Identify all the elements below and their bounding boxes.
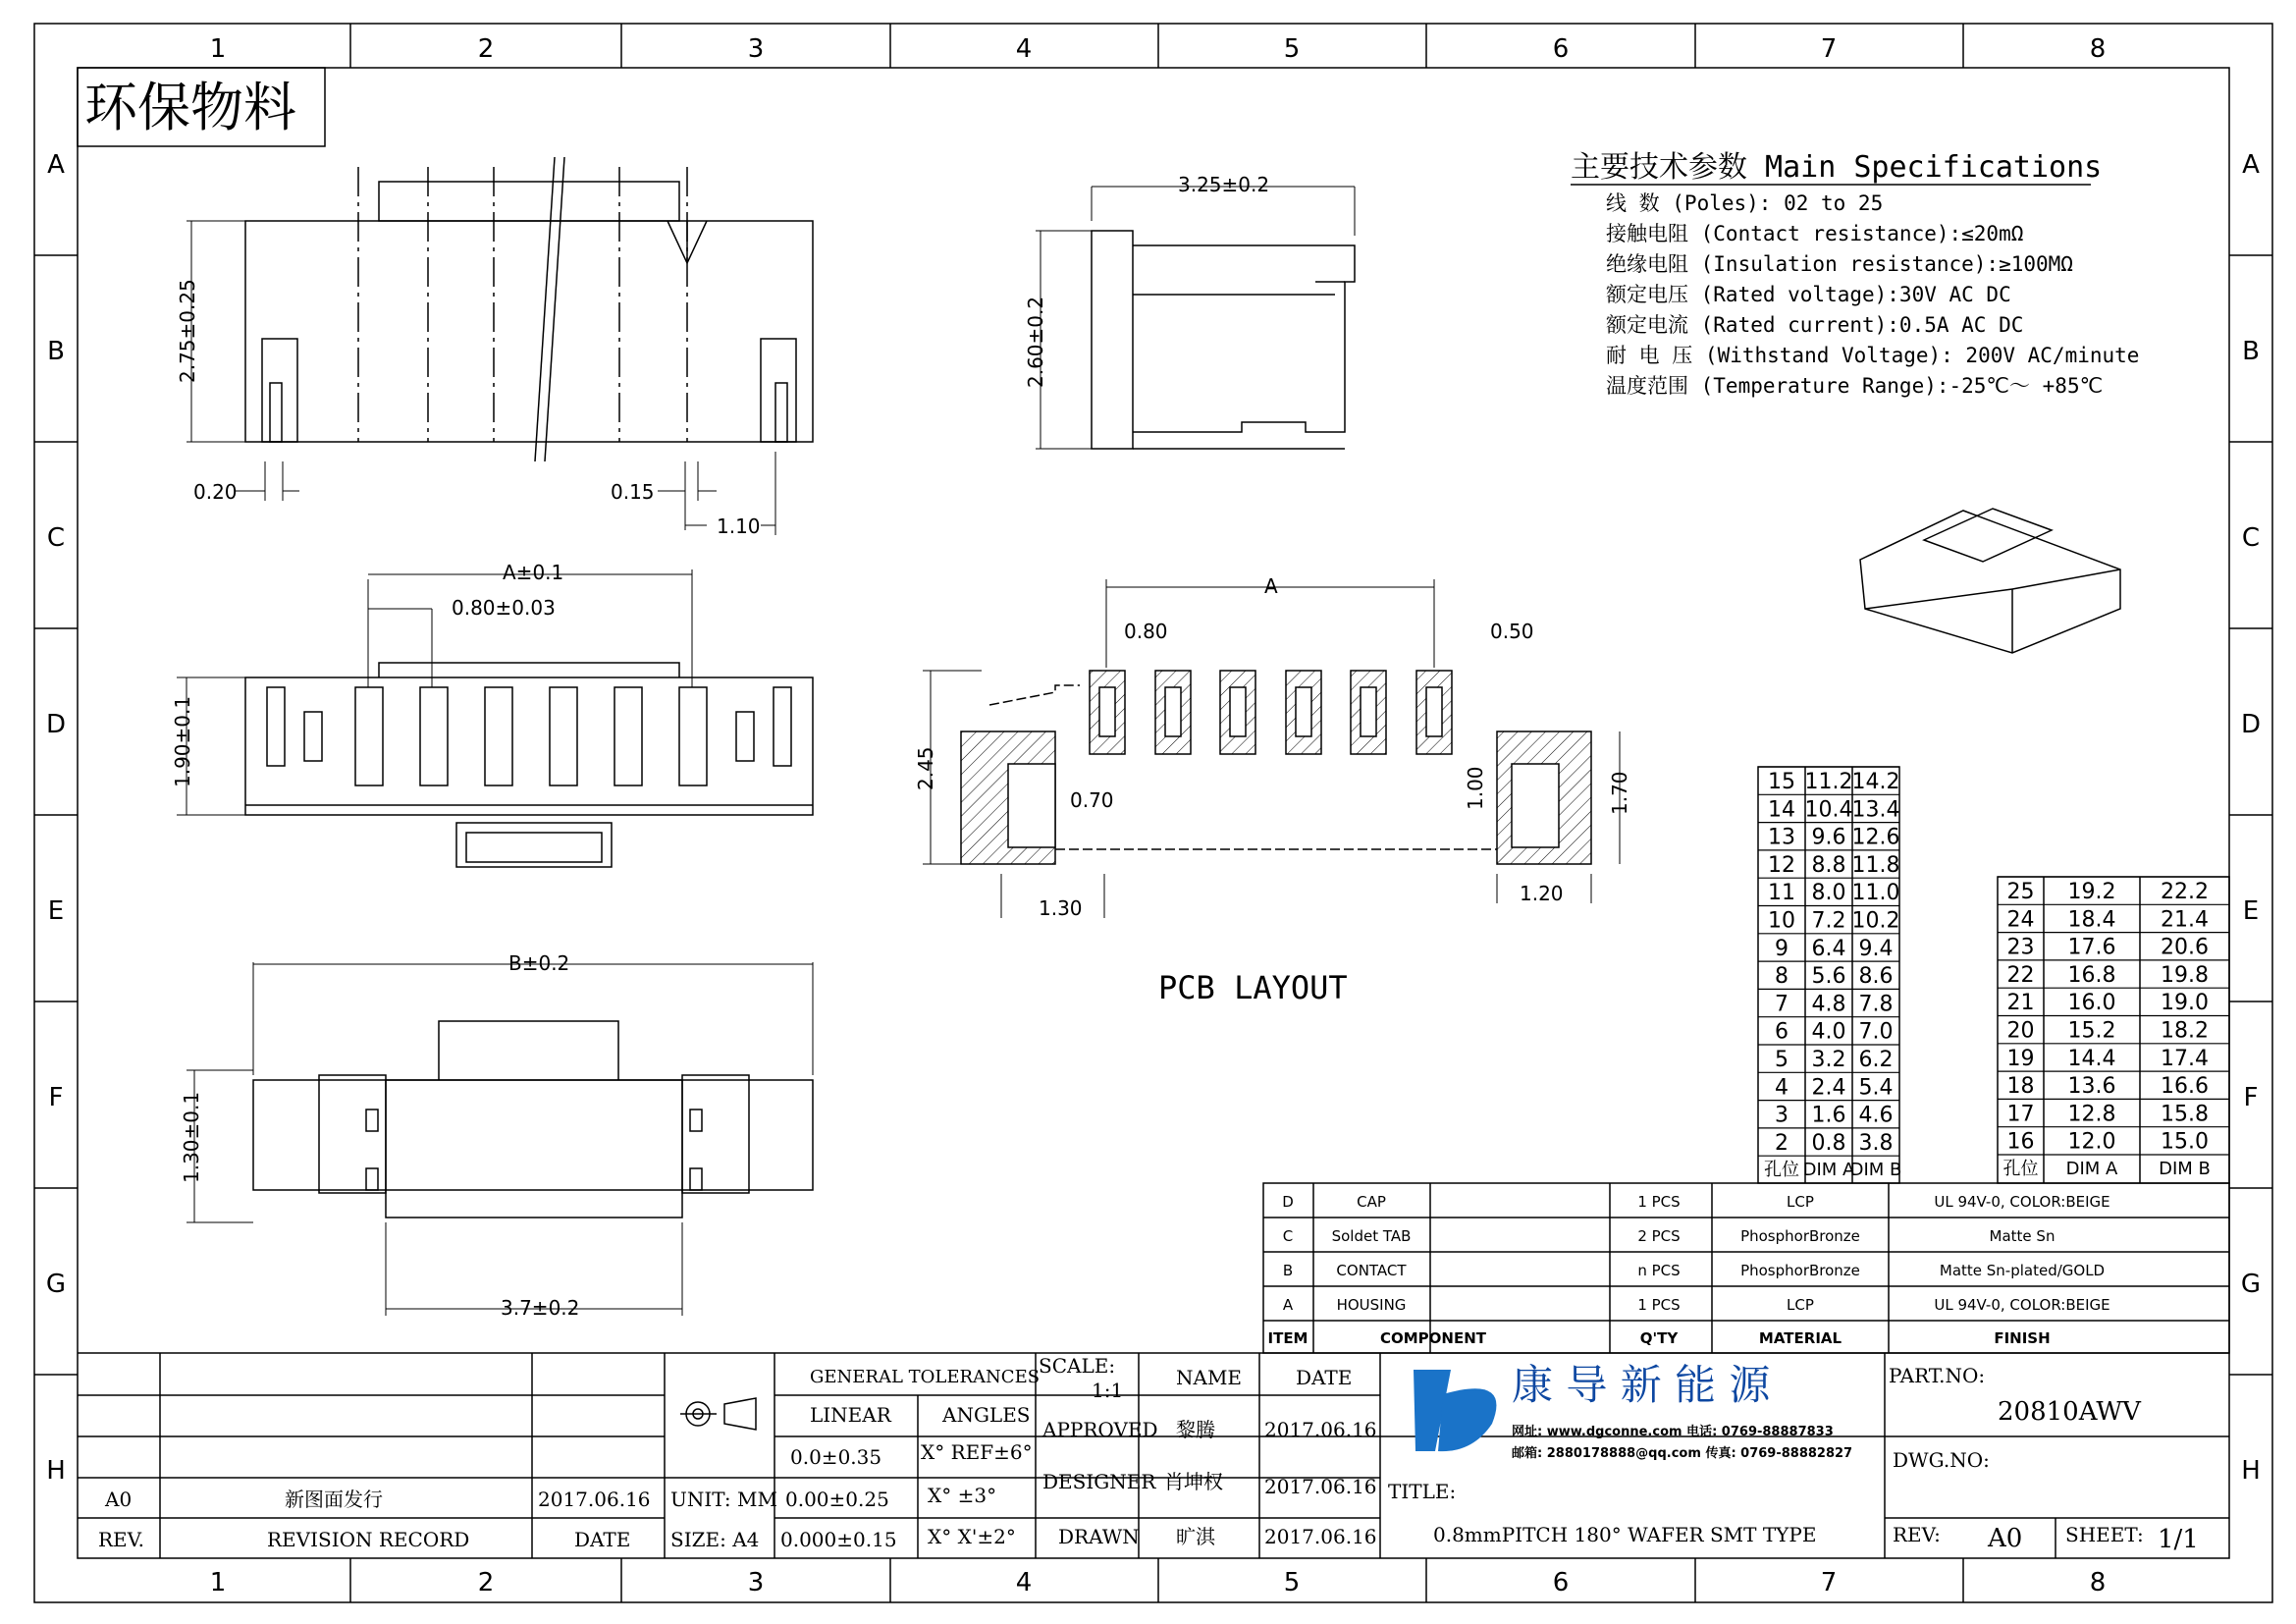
sheet-value: 1/1 — [2158, 1525, 2199, 1554]
dim-label: 0.80±0.03 — [452, 596, 556, 620]
dim-label: 1.90±0.1 — [171, 695, 194, 787]
dim-label: 3.7±0.2 — [501, 1296, 580, 1320]
table-head: DIM B — [1849, 1160, 1902, 1181]
svg-text:5: 5 — [1283, 34, 1301, 64]
company-contact: 网址: www.dgconne.com 电话: 0769-88887833 — [1512, 1425, 1834, 1439]
title-label: TITLE: — [1388, 1480, 1457, 1503]
svg-text:2: 2 — [477, 1568, 495, 1597]
table-cell: 15 — [1768, 770, 1795, 794]
svg-text:H: H — [2241, 1456, 2261, 1486]
svg-text:CONTACT: CONTACT — [1336, 1262, 1407, 1279]
svg-text:Soldet TAB: Soldet TAB — [1331, 1227, 1412, 1245]
svg-text:1 PCS: 1 PCS — [1637, 1193, 1681, 1211]
name-header: NAME — [1176, 1366, 1243, 1389]
table-cell: 7.2 — [1811, 908, 1846, 934]
table-cell: 19.0 — [2161, 991, 2209, 1016]
tol: 0.00±0.25 — [785, 1488, 889, 1511]
table-cell: 9.6 — [1811, 825, 1846, 850]
table-cell: 6.2 — [1858, 1048, 1894, 1072]
table-cell: 8.8 — [1811, 852, 1846, 878]
svg-text:Matte Sn: Matte Sn — [1989, 1227, 2056, 1245]
specifications — [1571, 150, 2139, 398]
table-cell: 5.4 — [1858, 1075, 1894, 1101]
svg-text:PhosphorBronze: PhosphorBronze — [1740, 1227, 1860, 1245]
table-cell: 20 — [2006, 1018, 2035, 1044]
svg-text:A: A — [1282, 1296, 1294, 1314]
table-cell: 7.8 — [1858, 992, 1894, 1017]
table-cell: 3.2 — [1811, 1048, 1846, 1072]
dim-label: 1.30 — [1039, 896, 1083, 920]
table-cell: 6.4 — [1811, 936, 1846, 961]
table-cell: 1.6 — [1811, 1103, 1846, 1128]
table-cell: 11.2 — [1804, 770, 1853, 794]
table-cell: 14.2 — [1851, 770, 1900, 794]
svg-text:n PCS: n PCS — [1637, 1262, 1681, 1279]
projection-symbol-icon — [680, 1398, 756, 1430]
top-view — [187, 157, 813, 535]
dim-label: 0.70 — [1070, 788, 1114, 812]
table-cell: 16 — [2006, 1129, 2035, 1155]
table-head: DIM A — [1802, 1160, 1855, 1181]
company-contact: 邮箱: 2880178888@qq.com 传真: 0769-88882827 — [1512, 1446, 1853, 1461]
table-cell: 2 — [1775, 1130, 1789, 1156]
table-cell: 22.2 — [2161, 880, 2209, 904]
side-view — [1036, 187, 1355, 449]
table-cell: 4.0 — [1811, 1019, 1846, 1045]
svg-text:ITEM: ITEM — [1267, 1329, 1308, 1347]
table-cell: 8 — [1775, 964, 1789, 990]
bottom-view — [187, 962, 813, 1316]
svg-text:UL 94V-0, COLOR:BEIGE: UL 94V-0, COLOR:BEIGE — [1934, 1193, 2110, 1211]
table-cell: 11.0 — [1851, 881, 1900, 906]
dim-label: 1.10 — [717, 514, 761, 538]
table-cell: 12.6 — [1851, 825, 1900, 850]
svg-text:D: D — [45, 710, 67, 739]
rev-head: DATE — [574, 1528, 631, 1551]
dim-label: A — [1264, 574, 1278, 598]
svg-text:3: 3 — [747, 1568, 765, 1597]
table-cell: 21.4 — [2161, 907, 2209, 933]
svg-text:6: 6 — [1552, 1568, 1570, 1597]
svg-text:A: A — [47, 150, 65, 180]
table-cell: 14 — [1768, 797, 1795, 823]
table-cell: 12.0 — [2067, 1129, 2116, 1155]
table-cell: 17.4 — [2161, 1046, 2209, 1071]
svg-text:MATERIAL: MATERIAL — [1758, 1329, 1842, 1347]
angles-label: ANGLES — [942, 1403, 1031, 1427]
spec-line: 额定电压 (Rated voltage):30V AC DC — [1606, 283, 2011, 306]
bom-row — [1282, 1193, 2109, 1211]
table-cell: 12.8 — [2067, 1102, 2116, 1127]
table-cell: 18.2 — [2161, 1018, 2209, 1044]
table-cell: 10.4 — [1804, 797, 1853, 823]
svg-text:F: F — [2243, 1083, 2259, 1112]
dim-label: 2.60±0.2 — [1024, 296, 1047, 388]
table-cell: 15.8 — [2161, 1102, 2209, 1127]
svg-text:A: A — [2242, 150, 2260, 180]
svg-text:8: 8 — [2089, 1568, 2107, 1597]
spec-line: 接触电阻 (Contact resistance):≤20mΩ — [1606, 222, 2024, 245]
table-cell: 19 — [2006, 1046, 2035, 1071]
svg-text:D: D — [1282, 1193, 1294, 1211]
table-cell: 9.4 — [1858, 936, 1894, 961]
table-head: DIM B — [2159, 1159, 2211, 1179]
table-cell: 13.6 — [2067, 1074, 2116, 1100]
dim-label: 1.00 — [1464, 766, 1487, 810]
scale-label: SCALE: — [1039, 1354, 1116, 1378]
table-cell: 19.8 — [2161, 962, 2209, 988]
date: 2017.06.16 — [1264, 1475, 1377, 1498]
rev-cell: 2017.06.16 — [538, 1488, 651, 1511]
rev-label: REV: — [1893, 1523, 1941, 1546]
tol: X° X'±2° — [928, 1525, 1016, 1548]
svg-text:FINISH: FINISH — [1994, 1329, 2051, 1347]
svg-text:Q'TY: Q'TY — [1639, 1329, 1679, 1347]
dim-label: 0.50 — [1490, 620, 1534, 643]
table-cell: 22 — [2006, 962, 2035, 988]
svg-text:1: 1 — [209, 34, 227, 64]
stamp-text: 环保物料 — [84, 77, 296, 138]
date: 2017.06.16 — [1264, 1418, 1377, 1441]
drawing-title: 0.8mmPITCH 180° WAFER SMT TYPE — [1433, 1523, 1817, 1546]
dim-tables — [1758, 767, 2229, 1180]
table-cell: 5 — [1775, 1048, 1789, 1072]
tol: 0.000±0.15 — [780, 1528, 897, 1551]
role: DESIGNER — [1042, 1470, 1156, 1493]
part-number: 20810AWV — [1998, 1397, 2141, 1427]
table-cell: 11 — [1768, 881, 1795, 906]
svg-text:6: 6 — [1552, 34, 1570, 64]
table-cell: 18 — [2006, 1074, 2035, 1100]
bom-table — [1268, 1193, 2110, 1347]
table-cell: 11.8 — [1851, 852, 1900, 878]
svg-text:H: H — [46, 1456, 66, 1486]
table-cell: 0.8 — [1811, 1130, 1846, 1156]
table-cell: 3 — [1775, 1103, 1789, 1128]
company-logo-icon — [1414, 1370, 1496, 1451]
svg-text:CAP: CAP — [1357, 1193, 1386, 1211]
dim-label: 0.15 — [611, 480, 655, 504]
table-cell: 20.6 — [2161, 935, 2209, 960]
table-cell: 15.0 — [2161, 1129, 2209, 1155]
svg-text:C: C — [2241, 523, 2261, 553]
table-cell: 14.4 — [2067, 1046, 2116, 1071]
part-label: PART.NO: — [1889, 1364, 1986, 1387]
table-cell: 4 — [1775, 1075, 1789, 1101]
company-name: 康 导 新 能 源 — [1512, 1361, 1771, 1409]
svg-text:B: B — [1282, 1262, 1294, 1279]
dim-label: A±0.1 — [503, 561, 564, 584]
title-block — [98, 1354, 2199, 1554]
table-cell: 17.6 — [2067, 935, 2116, 960]
spec-line: 线 数 (Poles): 02 to 25 — [1606, 191, 1884, 215]
svg-text:1: 1 — [209, 1568, 227, 1597]
bom-row — [1283, 1296, 2110, 1314]
spec-line: 耐 电 压 (Withstand Voltage): 200V AC/minute — [1606, 344, 2140, 367]
table-cell: 7.0 — [1858, 1019, 1894, 1045]
svg-text:PhosphorBronze: PhosphorBronze — [1740, 1262, 1860, 1279]
svg-text:C: C — [46, 523, 66, 553]
table-cell: 13 — [1768, 825, 1795, 850]
table-cell: 10 — [1768, 908, 1795, 934]
table-cell: 17 — [2006, 1102, 2035, 1127]
spec-line: 温度范围 (Temperature Range):-25℃～ +85℃ — [1606, 374, 2104, 398]
svg-text:3: 3 — [747, 34, 765, 64]
table-cell: 4.8 — [1811, 992, 1846, 1017]
table-cell: 2.4 — [1811, 1075, 1846, 1101]
role: APPROVED — [1042, 1418, 1158, 1441]
svg-text:UL 94V-0, COLOR:BEIGE: UL 94V-0, COLOR:BEIGE — [1934, 1296, 2110, 1314]
person: 旷淇 — [1176, 1525, 1215, 1548]
svg-text:HOUSING: HOUSING — [1336, 1296, 1407, 1314]
svg-text:7: 7 — [1820, 34, 1838, 64]
person: 黎腾 — [1176, 1418, 1215, 1441]
svg-text:LCP: LCP — [1787, 1296, 1814, 1314]
table-cell: 7 — [1775, 992, 1789, 1017]
svg-text:5: 5 — [1283, 1568, 1301, 1597]
table-cell: 24 — [2006, 907, 2035, 933]
unit: UNIT: MM — [670, 1488, 777, 1511]
table-cell: 15.2 — [2067, 1018, 2116, 1044]
table-cell: 8.0 — [1811, 881, 1846, 906]
table-cell: 16.6 — [2161, 1074, 2209, 1100]
svg-text:4: 4 — [1015, 1568, 1033, 1597]
svg-text:E: E — [47, 896, 65, 926]
date: 2017.06.16 — [1264, 1525, 1377, 1548]
table-cell: 6 — [1775, 1019, 1789, 1045]
rev-value: A0 — [1988, 1524, 2023, 1553]
table-cell: 3.8 — [1858, 1130, 1894, 1156]
bom-row — [1283, 1262, 2105, 1279]
bom-header — [1268, 1329, 2051, 1347]
date-header: DATE — [1296, 1366, 1353, 1389]
spec-line: 绝缘电阻 (Insulation resistance):≥100MΩ — [1606, 252, 2073, 276]
rev-cell: A0 — [105, 1488, 133, 1511]
table-cell: 23 — [2006, 935, 2035, 960]
svg-text:C: C — [1282, 1227, 1294, 1245]
scale-value: 1:1 — [1092, 1379, 1124, 1402]
svg-text:COMPONENT: COMPONENT — [1379, 1329, 1487, 1347]
table-cell: 16.0 — [2067, 991, 2116, 1016]
table-cell: 10.2 — [1851, 908, 1900, 934]
svg-text:Matte Sn-plated/GOLD: Matte Sn-plated/GOLD — [1939, 1262, 2106, 1279]
table-cell: 16.8 — [2067, 962, 2116, 988]
svg-text:D: D — [2240, 710, 2262, 739]
table-cell: 12 — [1768, 852, 1795, 878]
tol: 0.0±0.35 — [790, 1445, 882, 1469]
svg-text:8: 8 — [2089, 34, 2107, 64]
spec-title: 主要技术参数 Main Specifications — [1571, 150, 2103, 185]
iso-view — [1860, 509, 2120, 653]
svg-text:2: 2 — [477, 34, 495, 64]
dwg-label: DWG.NO: — [1893, 1448, 1990, 1472]
dim-label: 1.20 — [1520, 882, 1564, 905]
table-cell: 18.4 — [2067, 907, 2116, 933]
svg-text:LCP: LCP — [1787, 1193, 1814, 1211]
table-cell: 4.6 — [1858, 1103, 1894, 1128]
dim-label: 1.70 — [1608, 771, 1631, 815]
svg-text:B: B — [2242, 337, 2260, 366]
rev-cell: 新图面发行 — [285, 1488, 383, 1511]
dim-label: 2.75±0.25 — [176, 279, 199, 383]
table-head: 孔位 — [2002, 1159, 2039, 1179]
rev-head: REV. — [98, 1528, 144, 1551]
size: SIZE: A4 — [670, 1528, 760, 1551]
svg-text:7: 7 — [1820, 1568, 1838, 1597]
linear-label: LINEAR — [810, 1403, 891, 1427]
svg-text:1 PCS: 1 PCS — [1637, 1296, 1681, 1314]
svg-text:E: E — [2242, 896, 2260, 926]
svg-text:B: B — [47, 337, 65, 366]
dim-label: 3.25±0.2 — [1178, 173, 1270, 196]
svg-text:G: G — [45, 1270, 67, 1299]
pcb-layout-title: PCB LAYOUT — [1158, 969, 1348, 1006]
dim-label: 2.45 — [914, 746, 937, 790]
general-tolerances: GENERAL TOLERANCES — [810, 1367, 1041, 1387]
svg-text:4: 4 — [1015, 34, 1033, 64]
person: 肖坤权 — [1164, 1470, 1223, 1493]
table-cell: 25 — [2006, 880, 2035, 904]
svg-text:G: G — [2240, 1270, 2262, 1299]
dim-label: 0.80 — [1124, 620, 1168, 643]
rev-head: REVISION RECORD — [267, 1528, 470, 1551]
svg-text:2 PCS: 2 PCS — [1637, 1227, 1681, 1245]
tol: X° REF±6° — [921, 1440, 1033, 1464]
table-head: DIM A — [2065, 1159, 2118, 1179]
table-cell: 13.4 — [1851, 797, 1900, 823]
spec-line: 额定电流 (Rated current):0.5A AC DC — [1606, 313, 2024, 337]
dim-label: 0.20 — [193, 480, 238, 504]
dimension-labels — [171, 173, 1631, 1320]
table-cell: 21 — [2006, 991, 2035, 1016]
table-cell: 8.6 — [1858, 964, 1894, 990]
table-cell: 5.6 — [1811, 964, 1846, 990]
sheet-label: SHEET: — [2065, 1523, 2144, 1546]
tol: X° ±3° — [928, 1484, 997, 1507]
table-head: 孔位 — [1764, 1160, 1799, 1181]
bom-row — [1283, 1227, 2056, 1245]
table-cell: 19.2 — [2067, 880, 2116, 904]
dim-label: 1.30±0.1 — [180, 1091, 203, 1183]
svg-text:F: F — [48, 1083, 64, 1112]
role: DRAWN — [1058, 1525, 1140, 1548]
table-cell: 9 — [1775, 936, 1789, 961]
dim-label: B±0.2 — [508, 951, 570, 975]
